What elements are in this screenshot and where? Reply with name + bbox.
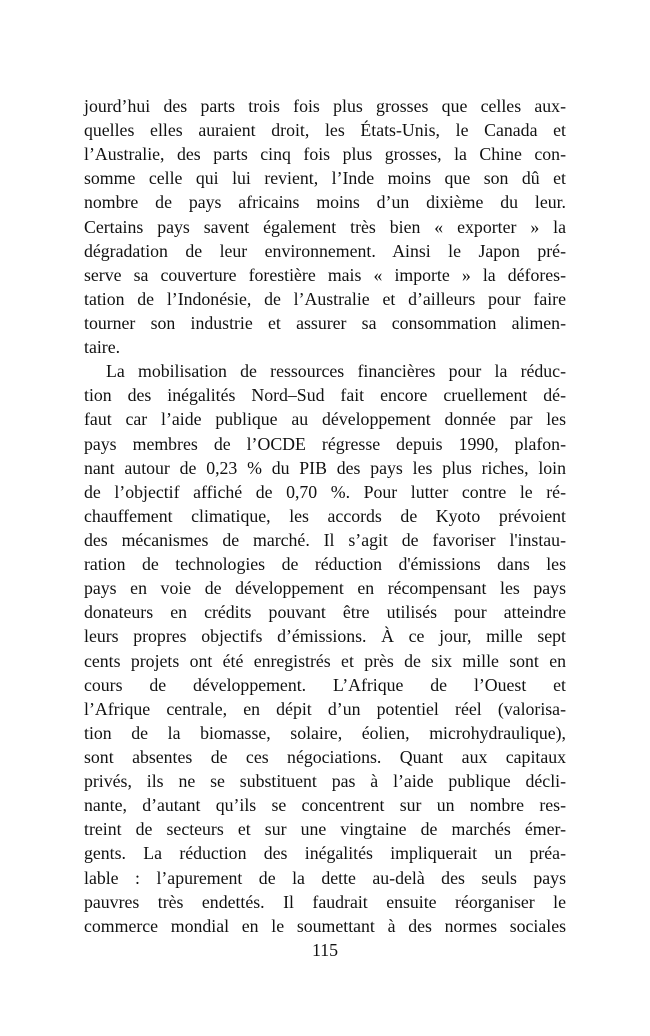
text-line: des mécanismes de marché. Il s’agit de favoriser l'instau- [84,529,566,550]
text-line: commerce mondial en le soumettant à des normes sociales [84,915,566,936]
text-line: sont absentes de ces négociations. Quant aux capitaux [84,746,566,767]
text-line: La mobilisation de ressources financières pour la réduc- [106,361,566,382]
text-line: de l’objectif affiché de 0,70 %. Pour lutter contre le ré- [84,481,566,502]
text-line: cents projets ont été enregistrés et près de six mille sont en [84,650,566,671]
text-line: jourd’hui des parts trois fois plus grosses que celles aux- [84,96,566,116]
text-line: faut car l’aide publique au développement donnée par les [84,409,566,430]
text-line: tion des inégalités Nord–Sud fait encore cruellement dé- [84,385,566,406]
text-line: dégradation de leur environnement. Ainsi le Japon pré- [84,240,566,261]
text-line: donateurs en crédits pouvant être utilisés pour atteindre [84,602,566,623]
text-line: gents. La réduction des inégalités impliquerait un préa- [84,843,566,864]
paragraph-2 [84,359,566,938]
text-line: l’Australie, des parts cinq fois plus grosses, la Chine con- [84,144,566,165]
text-line: cours de développement. L’Afrique de l’Ouest et [84,674,566,695]
text-line: lable : l’apurement de la dette au-delà des seuls pays [84,867,566,888]
text-line: ration de technologies de réduction d'émissions dans les [84,554,566,575]
text-line: somme celle qui lui revient, l’Inde moins que son dû et [84,168,566,189]
text-line: pays membres de l’OCDE régresse depuis 1990, plafon- [84,433,566,454]
text-line: l’Afrique centrale, en dépit d’un potentiel réel (valorisa- [84,698,566,719]
text-line: Certains pays savent également très bien « exporter » la [84,216,566,237]
text-line: tion de la biomasse, solaire, éolien, microhydraulique), [84,722,566,743]
text-line: treint de secteurs et sur une vingtaine de marchés émer- [84,819,566,840]
text-line: taire. [84,337,121,358]
page-number: 115 [311,940,338,960]
text-line: nant autour de 0,23 % du PIB des pays les plus riches, loin [84,457,566,478]
text-line: nante, d’autant qu’ils se concentrent sur un nombre res- [84,795,566,816]
text-line: quelles elles auraient droit, les États-Unis, le Canada et [84,120,566,141]
text-line: nombre de pays africains moins d’un dixième du leur. [84,192,566,213]
text-line: pays en voie de développement en récompensant les pays [84,578,566,599]
text-line: tourner son industrie et assurer sa consommation alimen- [84,312,566,333]
text-line: tation de l’Indonésie, de l’Australie et d’ailleurs pour faire [84,288,566,309]
text-line: serve sa couverture forestière mais « importe » la défores- [84,264,566,285]
text-line: pauvres très endettés. Il faudrait ensuite réorganiser le [84,891,566,912]
body-text [84,94,566,938]
text-line: leurs propres objectifs d’émissions. À ce jour, mille sept [84,626,566,647]
text-line: privés, ils ne se substituent pas à l’aide publique décli- [84,771,566,792]
text-line: chauffement climatique, les accords de Kyoto prévoient [84,505,566,526]
paragraph-1 [84,94,566,359]
